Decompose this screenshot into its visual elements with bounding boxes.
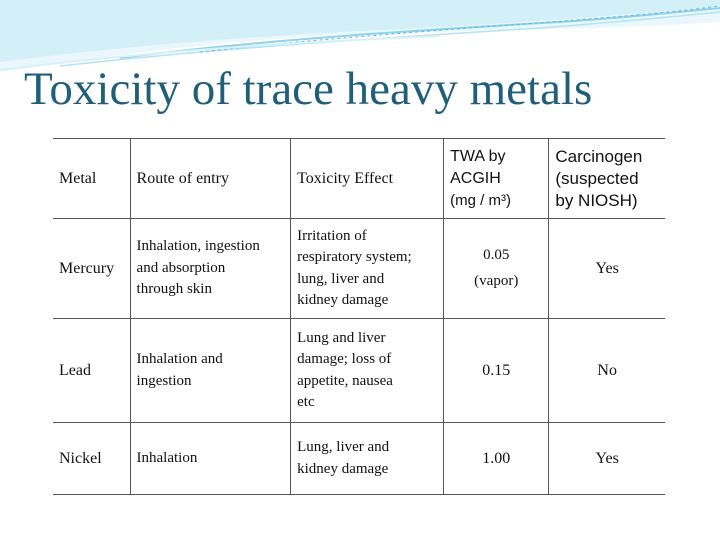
cell-carcinogen: No	[549, 319, 665, 423]
cell-carcinogen: Yes	[549, 219, 665, 319]
header-route: Route of entry	[130, 139, 291, 219]
cell-route-line: and absorption	[136, 259, 226, 276]
cell-route-line: through skin	[136, 281, 212, 298]
cell-twa	[444, 319, 549, 423]
header-carcinogen	[549, 139, 665, 219]
cell-effect-line: respiratory system;	[297, 249, 412, 265]
cell-effect-line: appetite, nausea	[297, 372, 393, 389]
header-effect: Toxicity Effect	[291, 139, 444, 219]
cell-twa-line: 1.00	[482, 449, 511, 467]
header-metal: Metal	[53, 139, 130, 219]
cell-route	[130, 319, 291, 423]
cell-effect	[291, 423, 444, 495]
table-row	[53, 423, 665, 495]
header-twa-line: ACGIH	[450, 169, 501, 187]
cell-effect-line: damage; loss of	[297, 351, 392, 367]
table-row	[53, 219, 665, 319]
toxicity-table	[53, 138, 665, 495]
header-twa-line: (mg / m³)	[450, 191, 511, 209]
cell-carcinogen: Yes	[549, 423, 665, 495]
table-row	[53, 319, 665, 423]
cell-twa	[444, 423, 549, 495]
cell-route-line: Inhalation	[136, 449, 198, 466]
cell-effect-line: etc	[297, 394, 315, 410]
cell-metal: Nickel	[53, 423, 130, 495]
table-header-row	[53, 139, 665, 219]
cell-effect-line: Lung, liver and	[297, 439, 390, 455]
cell-route	[130, 423, 291, 495]
cell-route-line: Inhalation and	[136, 351, 223, 367]
cell-effect-line: kidney damage	[297, 292, 389, 308]
cell-twa-line: (vapor)	[474, 272, 519, 289]
slide-title: Toxicity of trace heavy metals	[24, 63, 593, 115]
cell-effect-line: Lung and liver	[297, 329, 386, 346]
cell-route	[130, 219, 291, 319]
cell-effect-line: lung, liver and	[297, 270, 385, 287]
cell-twa-line: 0.05	[483, 247, 510, 263]
cell-route-line: ingestion	[136, 372, 192, 389]
header-twa	[444, 139, 549, 219]
cell-effect	[291, 219, 444, 319]
header-carcinogen-line: by NIOSH)	[555, 190, 638, 210]
header-carcinogen-line: (suspected	[555, 168, 639, 188]
cell-effect-line: kidney damage	[297, 460, 389, 477]
cell-metal: Lead	[53, 319, 130, 423]
cell-effect	[291, 319, 444, 423]
cell-route-line: Inhalation, ingestion	[136, 238, 260, 255]
cell-metal: Mercury	[53, 219, 130, 319]
cell-twa	[444, 219, 549, 319]
header-twa-line: TWA by	[450, 147, 506, 165]
cell-effect-line: Irritation of	[297, 227, 367, 244]
header-carcinogen-line: Carcinogen	[555, 146, 643, 166]
cell-twa-line: 0.15	[482, 361, 511, 379]
